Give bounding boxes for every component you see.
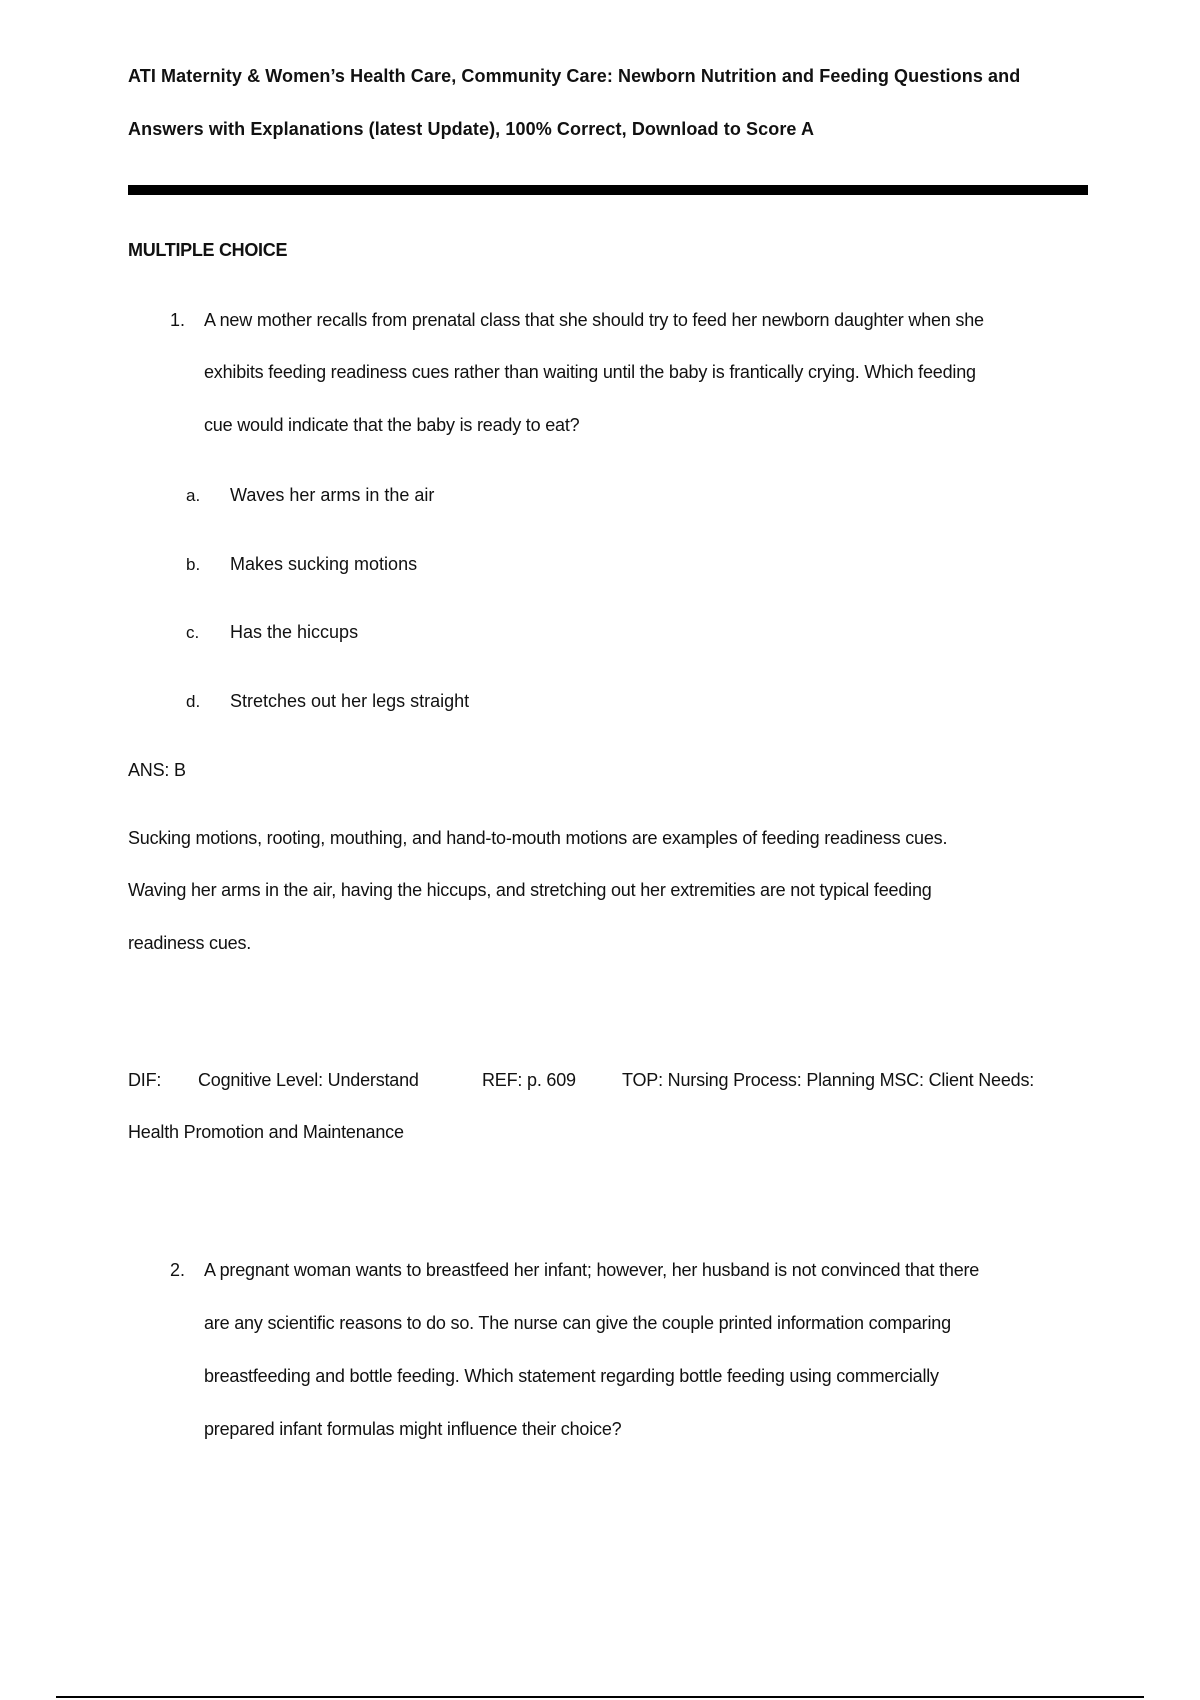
- option-letter: b.: [186, 555, 201, 574]
- question-stem-line: exhibits feeding readiness cues rather than waiting until the baby is frantically crying. Which feeding: [204, 362, 976, 382]
- question-stem-line: are any scientific reasons to do so. The nurse can give the couple printed information comparing: [204, 1313, 951, 1333]
- question-stem-line: prepared infant formulas might influence their choice?: [204, 1419, 622, 1439]
- page-reference: REF: p. 609: [482, 1070, 576, 1090]
- question-stem-line: A new mother recalls from prenatal class that she should try to feed her newborn daughter when she: [204, 310, 984, 330]
- question-stem-line: A pregnant woman wants to breastfeed her infant; however, her husband is not convinced that there: [204, 1260, 980, 1280]
- topic-client-needs: TOP: Nursing Process: Planning MSC: Client Needs:: [622, 1070, 1035, 1090]
- rationale-line: Sucking motions, rooting, mouthing, and hand-to-mouth motions are examples of feeding readiness cues.: [128, 828, 948, 848]
- question-number: 1.: [170, 310, 186, 330]
- cognitive-level: Cognitive Level: Understand: [198, 1070, 419, 1090]
- rationale-line: Waving her arms in the air, having the hiccups, and stretching out her extremities are not typical feeding: [128, 880, 932, 900]
- option-text: Has the hiccups: [230, 622, 359, 642]
- question-stem-line: cue would indicate that the baby is ready to eat?: [204, 415, 580, 435]
- option-letter: a.: [186, 486, 201, 505]
- question-number: 2.: [170, 1260, 186, 1280]
- document-title-line-2: Answers with Explanations (latest Update), 100% Correct, Download to Score A: [128, 119, 815, 139]
- title-divider: [128, 185, 1088, 195]
- option-letter: c.: [186, 623, 200, 642]
- option-letter: d.: [186, 692, 201, 711]
- rationale-line: readiness cues.: [128, 933, 252, 953]
- document-title-line-1: ATI Maternity & Women’s Health Care, Community Care: Newborn Nutrition and Feeding Questions and: [128, 66, 1021, 86]
- page-bottom-rule: [56, 1696, 1144, 1698]
- option-text: Makes sucking motions: [230, 554, 418, 574]
- question-stem-line: breastfeeding and bottle feeding. Which statement regarding bottle feeding using commercially: [204, 1366, 939, 1386]
- section-heading: MULTIPLE CHOICE: [128, 240, 288, 260]
- option-text: Stretches out her legs straight: [230, 691, 470, 711]
- answer-key: ANS: B: [128, 760, 186, 780]
- difficulty-label: DIF:: [128, 1070, 162, 1090]
- client-needs-continuation: Health Promotion and Maintenance: [128, 1122, 404, 1142]
- option-text: Waves her arms in the air: [230, 485, 435, 505]
